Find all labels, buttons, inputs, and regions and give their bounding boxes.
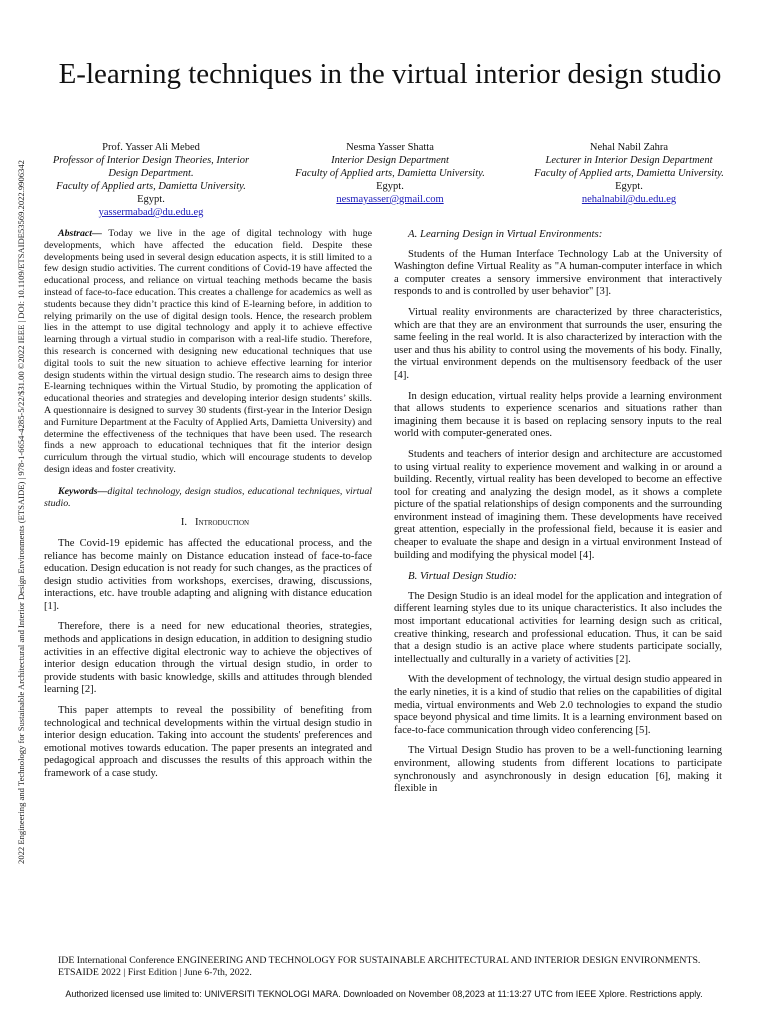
author-email-link[interactable]: yassermabad@du.edu.eg [98, 207, 204, 218]
author-1 [46, 141, 256, 219]
author-role: Professor of Interior Design Theories, Interior Design Department. [52, 155, 250, 179]
right-column [394, 228, 722, 804]
paragraph: Students and teachers of interior design and architecture are accustomed to using virtual reality to experience movement and walking in or around a building. Recently, virtual reality has been developed to become an effective tool for creating and analyzing the design model, as it shows a complete picture of the spatial relationships of design components and the surrounding environment instead of imagining them. These developments have received great attention, especially in the professional field, because it is easier and cheaper to evaluate the shape and design in a virtual environment Instead of building and modifying the physical model [4]. [394, 448, 722, 561]
author-faculty: Faculty of Applied arts, Damietta University. [295, 168, 485, 179]
abstract-label: Abstract— [58, 228, 102, 239]
author-country: Egypt. [615, 181, 643, 192]
paragraph: In design education, virtual reality helps provide a learning environment that allows students to experience scenarios and situations rather than imagining them because it is based on replacing sensory inputs to the real world with computer-generated ones. [394, 390, 722, 440]
subsection-heading-a: A. Learning Design in Virtual Environments: [408, 228, 603, 240]
paragraph: With the development of technology, the virtual design studio appeared in the early nineties, it is a kind of studio that relies on the capabilities of digital media, virtual environments and Web 2.0 technologies to expand the studio space beyond physical and time limits. It is a learning environment based on face-to-face communication through video conferencing [5]. [394, 674, 722, 736]
abstract [44, 228, 372, 476]
paragraph: The Virtual Design Studio has proven to be a well-functioning learning environment, allowing students from different locations to participate synchronously and asynchronously in design education [6], making it flexible in [394, 745, 722, 795]
left-column [44, 228, 372, 789]
author-faculty: Faculty of Applied arts, Damietta University. [534, 168, 724, 179]
author-name: Nehal Nabil Zahra [589, 142, 669, 153]
paragraph: Virtual reality environments are characterized by three characteristics, which are that they are an environment that surrounds the user, ensuring the same feeling in the real world. It is also characterized by interaction with the user and thus his ability to control using the movements of his body. Finally, the virtual environment depends on the multisensory feedback of the user [4]. [394, 306, 722, 381]
author-3 [524, 141, 734, 219]
abstract-text: Today we live in the age of digital technology with huge developments, which have affected the education field. Despite these developments being used in several design education aspects, it is still limited to a few design studio activities. The current conditions of Covid-19 have affected the educational process, and reliance on virtual teaching methods became the basis instead of face-to-face education. This creates a challenge for academics as well as students because they didn’t practice this kind of E-learning before, in addition to relying primarily on the use of digital design tools. Hence, the research problem lies in the attempt to use digital technology and apply it to achieve effective learning through a virtual studio in comparison with a real-life studio. Therefore, this research is concerned with designing new educational techniques that use digital tools to suit the new situation to achieve effective learning for interior design students within the virtual design studio. The research aims to design three E-learning techniques within the Virtual Studio, by promoting the application of educational theories and strategies and developing interior design students’ skills. A questionnaire is designed to survey 30 students (first-year in the Interior Design and Furniture Department at the Faculty of Applied Arts, Damietta University) and determine the effectiveness of the techniques that have been used. The research finds a new approach to educational techniques that fit the interior design curriculum through the virtual studio, which will encourage students to develop design ideas and foster creativity. [44, 228, 372, 475]
author-email-link[interactable]: nesmayasser@gmail.com [336, 194, 444, 205]
author-block [46, 141, 734, 219]
paragraph: This paper attempts to reveal the possibility of benefiting from technological and technical developments within the virtual design studio in interior design education. Taking into account the students' preferences and emotional motives towards education. The paper presents an integrated and pedagogical approach and discusses the results of this approach within the framework of a case study. [44, 705, 372, 780]
side-metadata [14, 112, 28, 912]
paragraph: Therefore, there is a need for new educational theories, strategies, methods and applications in design education, in addition to designing studio activities in an effective digital electronic way to achieve the objectives of interior design education through the virtual design studio, in order to provide students with basic knowledge, skills and attitudes through blended learning [2]. [44, 621, 372, 696]
author-faculty: Faculty of Applied arts, Damietta University. [56, 181, 246, 192]
author-country: Egypt. [137, 194, 165, 205]
section-title: Introduction [195, 517, 250, 529]
author-role: Interior Design Department [331, 155, 449, 166]
section-heading-introduction [44, 517, 372, 530]
author-name: Nesma Yasser Shatta [346, 142, 434, 153]
author-email-link[interactable]: nehalnabil@du.edu.eg [581, 194, 677, 205]
paragraph: Students of the Human Interface Technology Lab at the University of Washington define Virtual Reality as "A human-computer interface in which a computer creates a sensory immersive environment that interactively responds to and is controlled by user behavior" [3]. [394, 248, 722, 298]
license-footer: Authorized licensed use limited to: UNIVERSITI TEKNOLOGI MARA. Downloaded on November 08,2023 at 11:13:27 UTC from IEEE Xplore. Restrictions apply. [65, 989, 703, 999]
keywords-label: Keywords— [58, 485, 108, 497]
author-name: Prof. Yasser Ali Mebed [102, 142, 200, 153]
keywords [44, 486, 372, 510]
paragraph: The Design Studio is an ideal model for the application and integration of different learning styles due to its unique characteristics. It also includes the most important educational activities for learning design such as critical, creative thinking, research and professional education. Thus, it can be said that a design studio is an active place where students participate socially, intellectually and culturally in a variety of activities [2]. [394, 590, 722, 665]
section-number: I. [180, 517, 188, 529]
keywords-text: digital technology, design studios, educational techniques, virtual studio. [44, 485, 372, 509]
paper-title: E-learning techniques in the virtual interior design studio [58, 58, 722, 90]
author-2 [285, 141, 495, 219]
side-metadata-text: 2022 Engineering and Technology for Sustainable Architectural and Interior Design Environments (ETSAIDE) | 978-1-6654-4285-5/22/$31.00 ©2022 IEEE | DOI: 10.1109/ETSAIDE53569.2022.9906342 [16, 160, 26, 864]
paragraph: The Covid-19 epidemic has affected the educational process, and the reliance has become mainly on Distance education instead of face-to-face education. Design education is not ready for such changes, as the practices of design studio activities from workshops, exercises, drawing, discussions, interactions, etc. have trouble adapting and aligning with distance education [1]. [44, 537, 372, 612]
author-country: Egypt. [376, 181, 404, 192]
subsection-heading-b: B. Virtual Design Studio: [408, 570, 517, 583]
author-role: Lecturer in Interior Design Department [545, 155, 713, 166]
conference-footer: IDE International Conference ENGINEERING AND TECHNOLOGY FOR SUSTAINABLE ARCHITECTURAL AND INTERIOR DESIGN ENVIRONMENTS. ETSAIDE 2022 | First Edition | June 6-7th, 2022. [58, 955, 701, 978]
